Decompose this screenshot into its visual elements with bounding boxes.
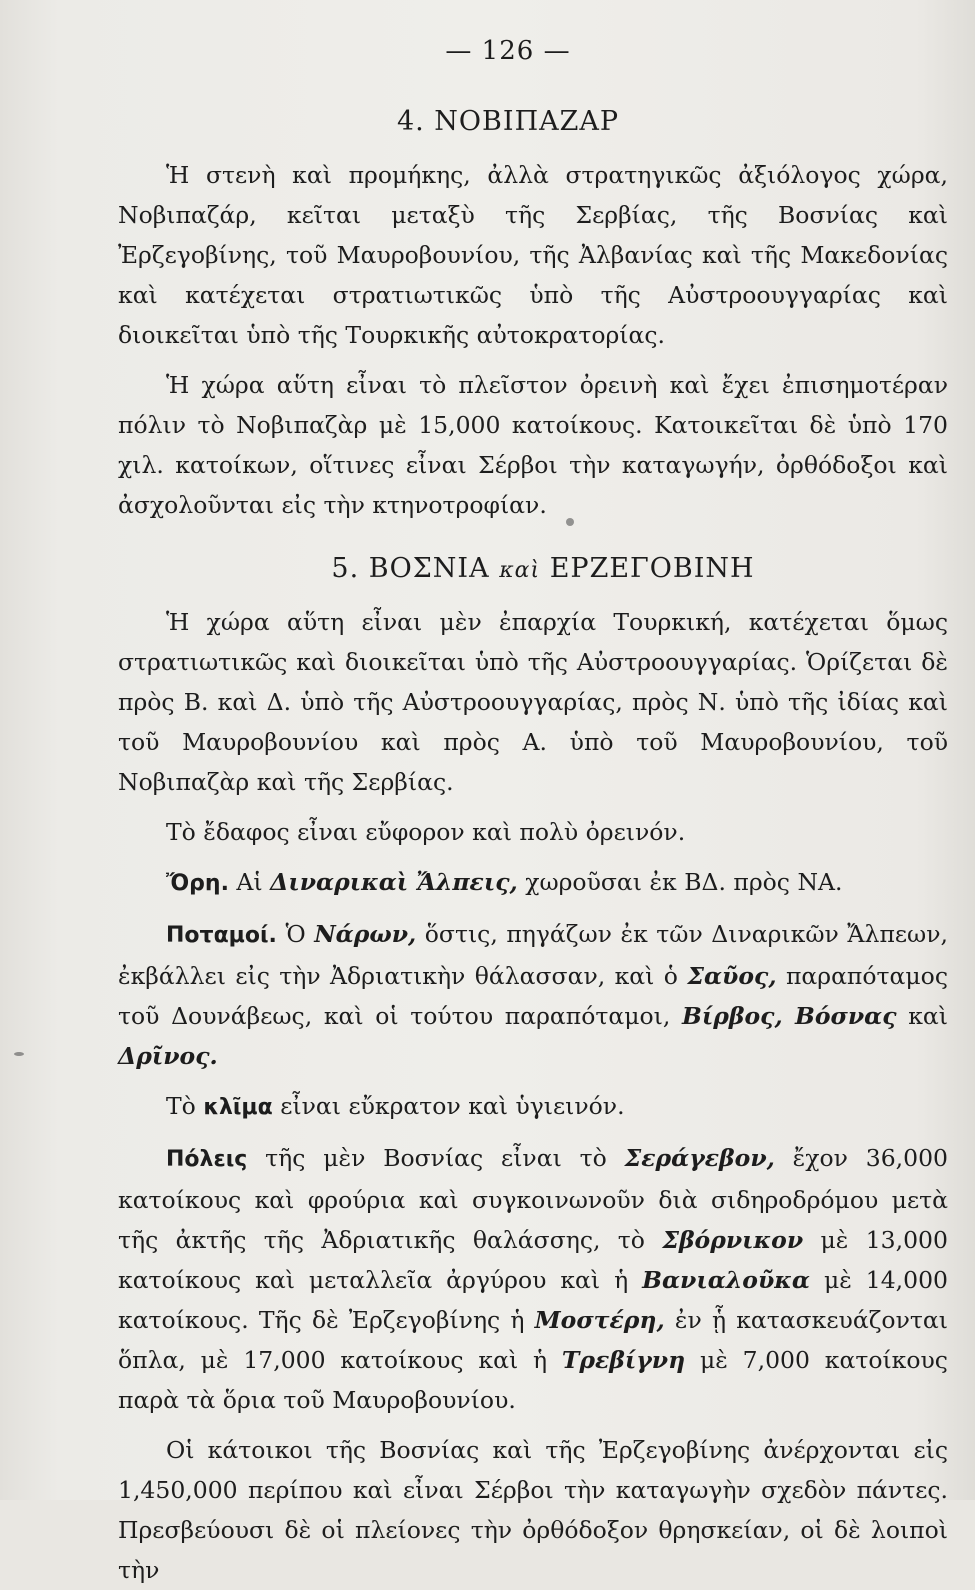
section-title-conjunction: καὶ	[499, 558, 541, 583]
section-title-end: ΕΡΖΕΓΟΒΙΝΗ	[549, 553, 755, 584]
name-savos: Σαῦος,	[687, 962, 777, 990]
section-title-bosnia	[158, 553, 928, 584]
text-cities-d: μὲ 14,000 κατοίκους. Τῆς δὲ Ἐρζεγοβίνης ἡ	[118, 1266, 948, 1334]
paragraph-rivers	[118, 914, 948, 1076]
city-trebinje: Τρεβίγνη	[561, 1346, 686, 1374]
name-dinaric-alps: Διναρικαὶ Ἄλπεις,	[270, 868, 518, 896]
text-rivers-d: καὶ	[908, 1002, 948, 1030]
text-cities-b: ἔχον 36,000 κατοίκους καὶ φρούρια καὶ συγκοινωνοῦν διὰ σιδηροδρόμου μετὰ τῆς ἀκτῆς τῆς Ἀδριατικῆς θαλάσσης, τὸ	[118, 1144, 948, 1254]
text-cities-c: μὲ 13,000 κατοίκους καὶ μεταλλεῖα ἀργύρου καὶ ἡ	[118, 1226, 948, 1294]
name-naron: Νάρων,	[314, 920, 417, 948]
label-climate: κλῖμα	[203, 1095, 273, 1120]
label-cities: Πόλεις	[166, 1147, 248, 1172]
section-title-main: 5. ΒΟΣΝΙΑ	[331, 553, 490, 584]
name-virvos-vosnas: Βίρβος, Βόσνας	[682, 1002, 897, 1030]
text-cities-f: μὲ 7,000 κατοίκους παρὰ τὰ ὅρια τοῦ Μαυροβουνίου.	[118, 1346, 948, 1414]
page-number: — 126 —	[445, 36, 571, 66]
text-rivers-b: ὅστις, πηγάζων ἐκ τῶν Διναρικῶν Ἄλπεων, ἐκβάλλει εἰς τὴν Ἀδριατικὴν θάλασσαν, καὶ ὁ	[118, 920, 948, 990]
text-rivers-a: Ὁ	[285, 920, 306, 948]
paragraph-novipazar-2: Ἡ χώρα αὕτη εἶναι τὸ πλεῖστον ὀρεινὴ καὶ ἔχει ἐπισημοτέραν πόλιν τὸ Νοβιπαζὰρ μὲ 15,000 κατοίκους. Κατοικεῖται δὲ ὑπὸ 170 χιλ. κατοίκων, οἵτινες εἶναι Σέρβοι τὴν καταγωγήν, ὀρθόδοξοι καὶ ἀσχολοῦνται εἰς τὴν κτηνοτροφίαν.	[118, 371, 948, 519]
paragraph-bosnia-intro: Ἡ χώρα αὕτη εἶναι μὲν ἐπαρχία Τουρκική, κατέχεται ὅμως στρατιωτικῶς καὶ διοικεῖται ὑπὸ τῆς Αὐστροουγγαρίας. Ὁρίζεται δὲ πρὸς Β. καὶ Δ. ὑπὸ τῆς Αὐστροουγγαρίας, πρὸς Ν. ὑπὸ τῆς ἰδίας καὶ τοῦ Μαυροβουνίου καὶ πρὸς Α. ὑπὸ τοῦ Μαυροβουνίου, τοῦ Νοβιπαζὰρ καὶ τῆς Σερβίας.	[118, 608, 948, 796]
paragraph-climate	[118, 1086, 948, 1128]
paragraph-cities	[118, 1138, 948, 1420]
text-mountains-a: Αἱ	[236, 868, 263, 896]
paragraph-mountains	[118, 862, 948, 904]
city-zvornik: Σβόρνικον	[662, 1226, 804, 1254]
text-cities-e: ἐν ᾗ κατασκευάζονται ὅπλα, μὲ 17,000 κατοίκους καὶ ἡ	[118, 1306, 948, 1374]
paragraph-novipazar-1: Ἡ στενὴ καὶ προμήκης, ἀλλὰ στρατηγικῶς ἀξιόλογος χώρα, Νοβιπαζάρ, κεῖται μεταξὺ τῆς Σερβίας, τῆς Βοσνίας καὶ Ἐρζεγοβίνης, τοῦ Μαυροβουνίου, τῆς Ἀλβανίας καὶ τῆς Μακεδονίας καὶ κατέχεται στρατιωτικῶς ὑπὸ τῆς Αὐστροουγγαρίας καὶ διοικεῖται ὑπὸ τῆς Τουρκικῆς αὐτοκρατορίας.	[118, 161, 948, 349]
text-mountains-b: χωροῦσαι ἐκ ΒΔ. πρὸς ΝΑ.	[525, 868, 843, 896]
text-rivers-c: παραπόταμος τοῦ Δουνάβεως, καὶ οἱ τούτου παραπόταμοι,	[118, 962, 948, 1030]
paragraph-soil: Τὸ ἔδαφος εἶναι εὔφορον καὶ πολὺ ὀρεινόν.	[166, 818, 686, 846]
name-drinos: Δρῖνος.	[118, 1042, 218, 1070]
city-banja-luka: Βανιαλοῦκα	[642, 1266, 810, 1294]
label-rivers: Ποταμοί.	[166, 923, 277, 948]
city-sarajevo: Σεράγεβον,	[624, 1144, 775, 1172]
ink-spot	[566, 518, 574, 526]
city-mostar: Μοστέρη,	[534, 1306, 665, 1334]
section-title-novipazar: 4. ΝΟΒΙΠΑΖΑΡ	[396, 106, 620, 137]
ink-spot	[14, 1052, 24, 1056]
text-cities-a: τῆς μὲν Βοσνίας εἶναι τὸ	[265, 1144, 607, 1172]
text-climate-b: εἶναι εὔκρατον καὶ ὑγιεινόν.	[280, 1092, 625, 1120]
text-climate-a: Τὸ	[166, 1092, 196, 1120]
paragraph-inhabitants: Οἱ κάτοικοι τῆς Βοσνίας καὶ τῆς Ἐρζεγοβίνης ἀνέρχονται εἰς 1,450,000 περίπου καὶ εἶναι Σέρβοι τὴν καταγωγὴν σχεδὸν πάντες. Πρεσβεύουσι δὲ οἱ πλείονες τὴν ὀρθόδοξον θρησκείαν, οἱ δὲ λοιποὶ τὴν	[118, 1436, 948, 1584]
label-mountains: Ὄρη.	[166, 871, 229, 896]
